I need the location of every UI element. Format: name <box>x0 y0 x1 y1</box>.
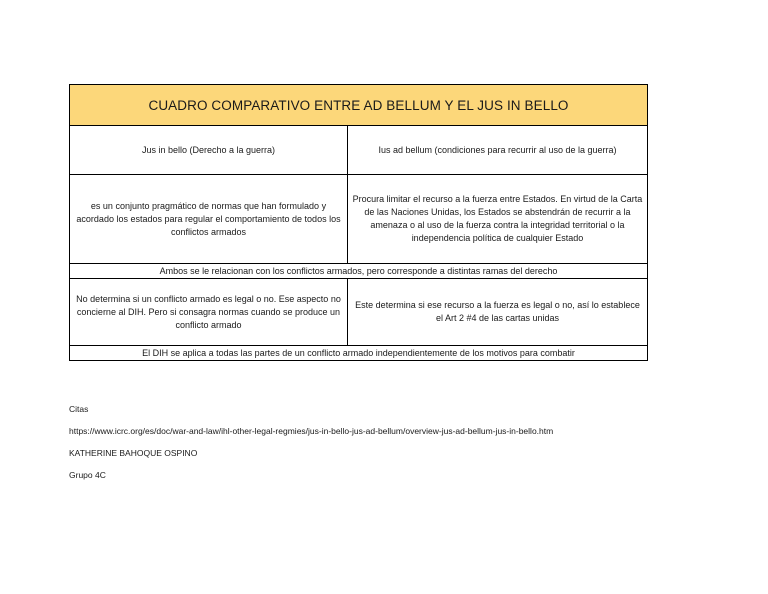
definition-jus-in-bello: es un conjunto pragmático de normas que han formulado y acordado los estados para regular el comportamiento de todos los conflictos armados <box>70 175 348 264</box>
author-name: KATHERINE BAHOQUE OSPINO <box>69 448 198 458</box>
comparison-table <box>69 84 648 361</box>
comparison-jus-in-bello: No determina si un conflicto armado es legal o no. Ese aspecto no concierne al DIH. Pero si consagra normas cuando se produce un conflicto armado <box>70 279 348 346</box>
group-label: Grupo 4C <box>69 470 106 480</box>
footer-note: El DIH se aplica a todas las partes de un conflicto armado independientemente de los motivos para combatir <box>70 346 648 361</box>
header-ius-ad-bellum: Ius ad bellum (condiciones para recurrir al uso de la guerra) <box>348 126 648 175</box>
shared-note: Ambos se le relacionan con los conflictos armados, pero corresponde a distintas ramas del derecho <box>70 264 648 279</box>
citation-url[interactable]: https://www.icrc.org/es/doc/war-and-law/ihl-other-legal-regmies/jus-in-bello-jus-ad-bellum/overview-jus-ad-bellum-jus-in-bello.htm <box>69 426 554 436</box>
comparison-ius-ad-bellum: Este determina si ese recurso a la fuerza es legal o no, así lo establece el Art 2 #4 de las cartas unidas <box>348 279 648 346</box>
citas-label: Citas <box>69 404 89 414</box>
header-jus-in-bello: Jus in bello (Derecho a la guerra) <box>70 126 348 175</box>
table-title: CUADRO COMPARATIVO ENTRE AD BELLUM Y EL JUS IN BELLO <box>70 85 648 126</box>
definition-ius-ad-bellum: Procura limitar el recurso a la fuerza entre Estados. En virtud de la Carta de las Naciones Unidas, los Estados se abstendrán de recurrir a la amenaza o al uso de la fuerza contra la integridad territorial o la independencia política de cualquier Estado <box>348 175 648 264</box>
